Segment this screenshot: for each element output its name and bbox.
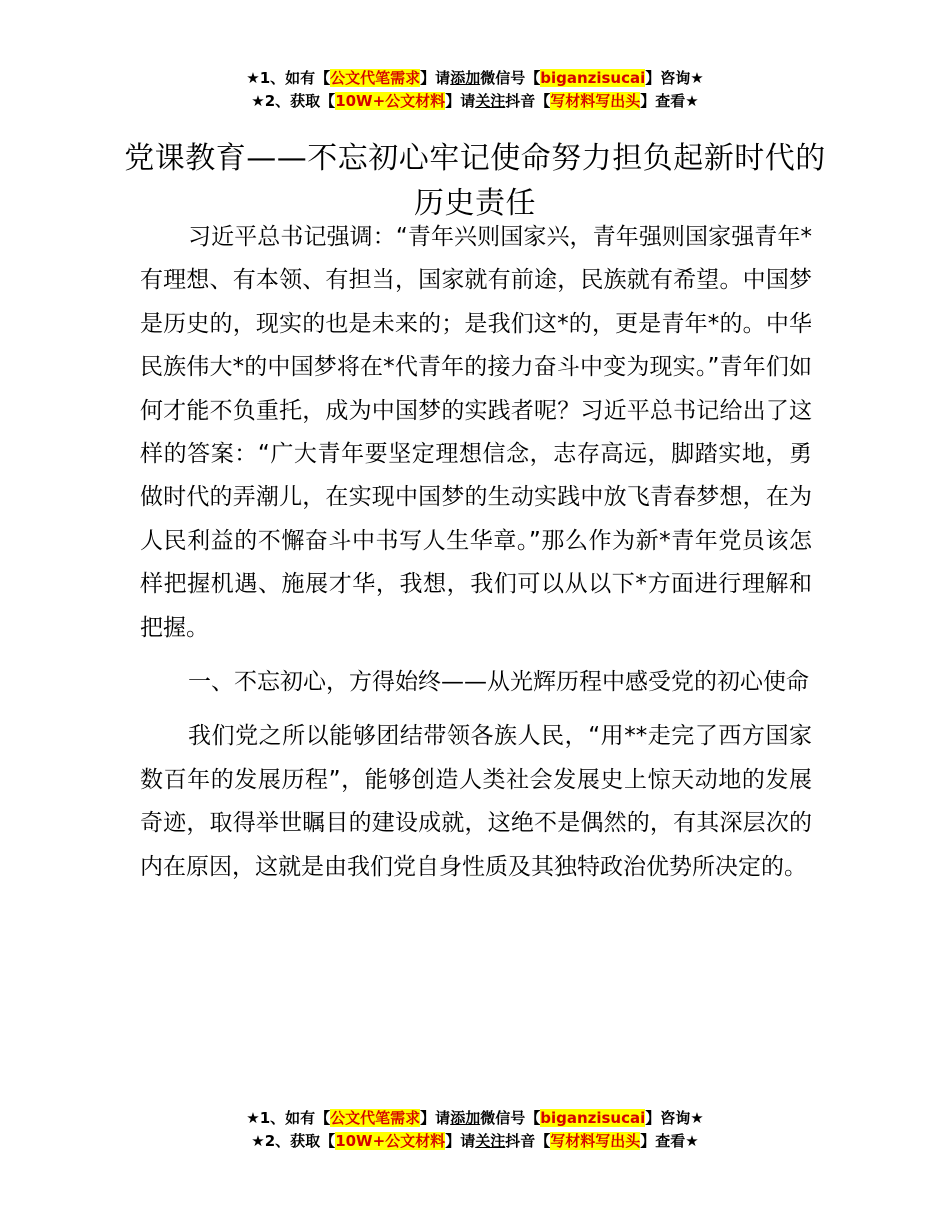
promo-highlight: 写材料写出头: [550, 1132, 641, 1150]
promo-highlight: 写材料写出头: [550, 92, 641, 110]
promo-highlight: biganzisucai: [540, 1109, 646, 1127]
promo-highlight: 公文代笔需求: [330, 1109, 421, 1127]
promo-text: ★1、如有【: [246, 1109, 331, 1127]
promo-banner-bottom: [0, 1107, 950, 1153]
promo-text: ★2、获取【: [251, 92, 336, 110]
promo-text: 】请: [420, 1109, 451, 1127]
section-heading: 一、不忘初心，方得始终——从光辉历程中感受党的初心使命: [188, 669, 809, 696]
promo-underlined-text: 关注: [475, 1132, 506, 1150]
promo-text: 抖音【: [505, 92, 551, 110]
promo-line-1: [0, 67, 950, 90]
promo-text: 】请: [420, 69, 451, 87]
promo-text: 】查看★: [640, 1132, 699, 1150]
promo-text: 】查看★: [640, 92, 699, 110]
document-body: [140, 216, 812, 900]
promo-text: 】咨询★: [645, 69, 704, 87]
promo-underlined-text: 关注: [475, 92, 506, 110]
promo-text: 抖音【: [505, 1132, 551, 1150]
promo-highlight: 公文代笔需求: [330, 69, 421, 87]
promo-highlight: biganzisucai: [540, 69, 646, 87]
promo-text: 微信号【: [480, 1109, 541, 1127]
promo-line-2: [0, 1130, 950, 1153]
promo-underlined-text: 添加: [450, 69, 481, 87]
promo-text: ★2、获取【: [251, 1132, 336, 1150]
promo-text: 】请: [445, 1132, 476, 1150]
body-paragraph: 我们党之所以能够团结带领各族人民，“用**走完了西方国家数百年的发展历程”，能够创造人类社会发展史上惊天动地的发展奇迹，取得举世瞩目的建设成就，这绝不是偶然的，有其深层次的内在原因，这就是由我们党自身性质及其独特政治优势所决定的。: [140, 723, 812, 880]
promo-text: 微信号【: [480, 69, 541, 87]
promo-underlined-text: 添加: [450, 1109, 481, 1127]
promo-line-1: [0, 1107, 950, 1130]
promo-line-2: [0, 90, 950, 113]
promo-highlight: 10W+公文材料: [335, 1132, 446, 1150]
promo-text: 】咨询★: [645, 1109, 704, 1127]
body-paragraph: 习近平总书记强调：“青年兴则国家兴，青年强则国家强青年*有理想、有本领、有担当，国家就有前途，民族就有希望。中国梦是历史的，现实的也是未来的；是我们这*的，更是青年*的。中华民族伟大*的中国梦将在*代青年的接力奋斗中变为现实。”青年们如何才能不负重托，成为中国梦的实践者呢？习近平总书记给出了这样的答案：“广大青年要坚定理想信念，志存高远，脚踏实地，勇做时代的弄潮儿，在实现中国梦的生动实践中放飞青春梦想，在为人民利益的不懈奋斗中书写人生华章。”那么作为新*青年党员该怎样把握机遇、施展才华，我想，我们可以从以下*方面进行理解和把握。: [140, 224, 812, 641]
document-title: 党课教育——不忘初心牢记使命努力担负起新时代的历史责任: [124, 141, 826, 222]
promo-text: ★1、如有【: [246, 69, 331, 87]
promo-highlight: 10W+公文材料: [335, 92, 446, 110]
promo-banner-top: [0, 67, 950, 113]
promo-text: 】请: [445, 92, 476, 110]
